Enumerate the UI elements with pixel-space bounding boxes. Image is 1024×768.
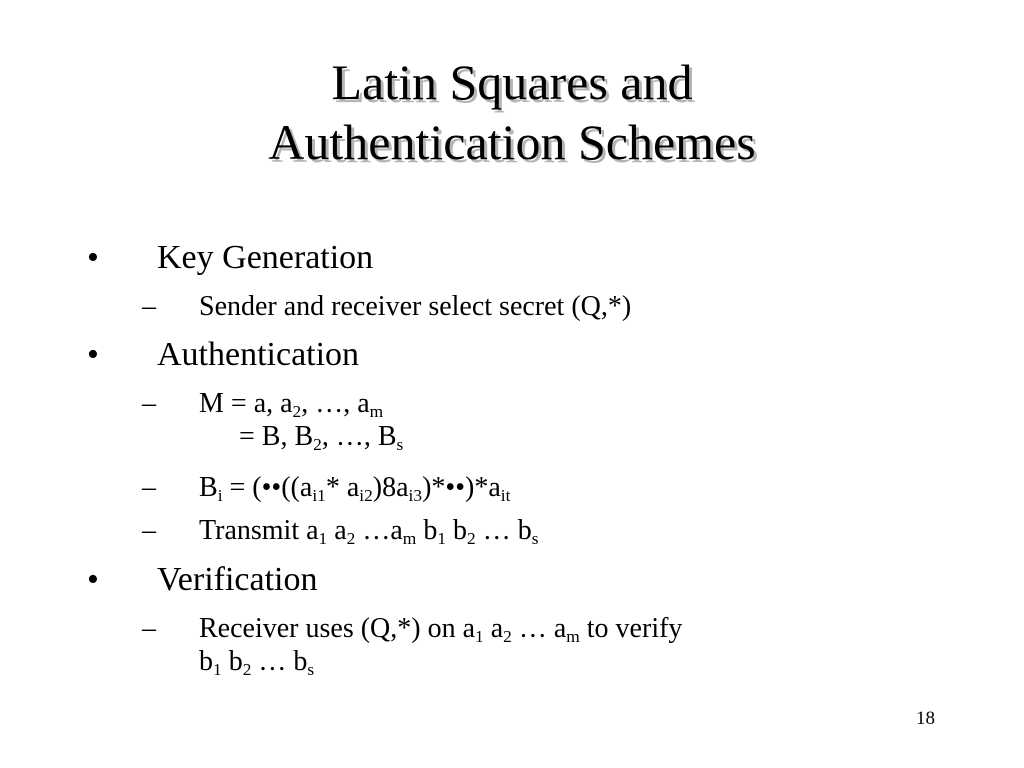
dash-marker: – xyxy=(142,472,156,503)
subbullet-verify xyxy=(142,612,683,680)
verify-text: b xyxy=(221,646,243,677)
bullet-marker: • xyxy=(87,239,99,276)
dash-marker: – xyxy=(142,613,156,644)
message-m-line xyxy=(199,387,403,420)
message-b-text: = B, B xyxy=(239,421,314,452)
bullet-key-generation xyxy=(87,238,374,278)
transmit-text: Transmit a xyxy=(199,515,319,546)
title-line-1: Latin Squares and xyxy=(331,54,693,110)
subscript: m xyxy=(369,402,384,422)
subscript: s xyxy=(396,435,404,455)
verify-text: b xyxy=(199,646,213,677)
bullet-authentication xyxy=(87,335,360,375)
message-b-line xyxy=(199,420,403,453)
subbullet-formula xyxy=(142,471,511,506)
subscript: 2 xyxy=(503,627,512,647)
slide-title xyxy=(0,52,1024,172)
transmit-text: a xyxy=(327,515,347,546)
message-m-text: M = a, a xyxy=(199,388,293,419)
verify-text: Receiver uses (Q,*) on a xyxy=(199,613,476,644)
verify-line-2 xyxy=(199,645,682,678)
subscript: 1 xyxy=(213,660,222,680)
subscript: 2 xyxy=(467,529,476,549)
subscript: m xyxy=(402,529,417,549)
subscript: m xyxy=(566,627,580,647)
subscript: 2 xyxy=(242,660,252,680)
dash-marker: – xyxy=(142,515,156,546)
bullet-marker: • xyxy=(87,336,99,373)
transmit-text: b xyxy=(446,515,467,546)
subbullet-transmit xyxy=(142,514,539,549)
message-b-text: , …, B xyxy=(321,421,397,452)
bullet-text: Key Generation xyxy=(157,239,374,276)
subscript: it xyxy=(500,486,511,506)
dash-marker: – xyxy=(142,291,156,322)
bullet-text: Verification xyxy=(157,561,318,598)
subbullet-message xyxy=(142,387,404,455)
bullet-marker: • xyxy=(87,561,99,598)
subscript: i1 xyxy=(312,486,326,506)
formula-text: = (••((a xyxy=(222,472,313,503)
subscript: i xyxy=(217,486,223,506)
formula-text: * a xyxy=(325,472,360,503)
subscript: i2 xyxy=(359,486,373,506)
subscript: i3 xyxy=(408,486,423,506)
formula-text: )8a xyxy=(372,472,409,503)
subscript: 2 xyxy=(313,435,322,455)
bullet-text: Authentication xyxy=(157,336,360,373)
verify-text: to verify xyxy=(579,613,683,644)
transmit-text: …a xyxy=(355,515,403,546)
dash-marker: – xyxy=(142,388,156,419)
formula-text: )*••)*a xyxy=(422,472,501,503)
bullet-verification xyxy=(87,560,318,600)
verify-text: … a xyxy=(511,613,567,644)
subbullet-sender-select xyxy=(142,290,632,323)
verify-text: a xyxy=(483,613,504,644)
verify-text: … b xyxy=(251,646,308,677)
subscript: 1 xyxy=(475,627,484,647)
subscript: s xyxy=(531,529,539,549)
subscript: s xyxy=(307,660,315,680)
subscript: 1 xyxy=(437,529,446,549)
transmit-text: … b xyxy=(475,515,532,546)
subscript: 1 xyxy=(318,529,328,549)
subscript: 2 xyxy=(346,529,356,549)
page-number: 18 xyxy=(916,708,935,729)
subscript: 2 xyxy=(292,402,302,422)
title-line-2: Authentication Schemes xyxy=(268,114,756,170)
subbullet-text: Sender and receiver select secret (Q,*) xyxy=(199,291,632,322)
message-m-text: , …, a xyxy=(301,388,370,419)
verify-line-1 xyxy=(199,612,682,645)
transmit-text: b xyxy=(416,515,438,546)
formula-text: B xyxy=(199,472,218,503)
